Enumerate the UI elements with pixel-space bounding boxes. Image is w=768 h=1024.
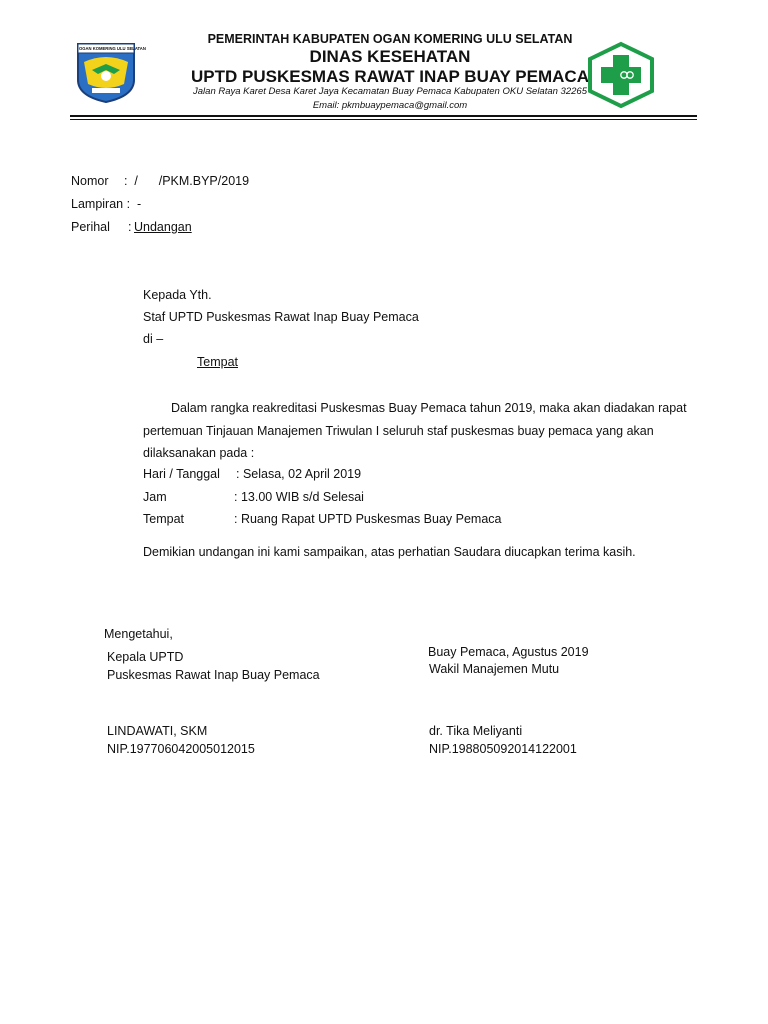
logo-caption: OGAN KOMERING ULU SELATAN — [79, 46, 146, 51]
government-heading: PEMERINTAH KABUPATEN OGAN KOMERING ULU SELATAN — [207, 32, 573, 46]
address-line: Jalan Raya Karet Desa Karet Jaya Kecamatan Buay Pemaca Kabupaten OKU Selatan 32265 — [193, 86, 587, 97]
sig-right-nip: NIP.198805092014122001 — [429, 742, 577, 756]
recipient-salutation: Kepada Yth. — [143, 288, 212, 302]
perihal-colon: : — [128, 220, 132, 234]
recipient-place: Tempat — [197, 355, 238, 369]
sig-right-title: Wakil Manajemen Mutu — [429, 662, 560, 676]
regency-logo — [72, 40, 146, 104]
nomor-value: : / /PKM.BYP/2019 — [124, 174, 250, 188]
lampiran-label: Lampiran : — [71, 197, 131, 211]
sig-left-heading: Mengetahui, — [104, 627, 173, 641]
lampiran-value: - — [137, 197, 142, 211]
detail-label-time: Jam — [143, 490, 167, 504]
recipient-name: Staf UPTD Puskesmas Rawat Inap Buay Pemaca — [143, 310, 419, 324]
sig-left-nip: NIP.197706042005012015 — [107, 742, 255, 756]
perihal-value: Undangan — [134, 220, 192, 234]
detail-label-place: Tempat — [143, 512, 184, 526]
closing-sentence: Demikian undangan ini kami sampaikan, atas perhatian Saudara diucapkan terima kasih. — [143, 545, 636, 559]
detail-value-place: : Ruang Rapat UPTD Puskesmas Buay Pemaca — [234, 512, 502, 526]
puskesmas-logo-icon — [586, 42, 656, 108]
office-heading: UPTD PUSKESMAS RAWAT INAP BUAY PEMACA — [191, 67, 589, 86]
department-heading: DINAS KESEHATAN — [309, 47, 471, 66]
detail-value-time: : 13.00 WIB s/d Selesai — [234, 490, 364, 504]
sig-left-title2: Puskesmas Rawat Inap Buay Pemaca — [107, 668, 320, 682]
recipient-di: di – — [143, 332, 164, 346]
perihal-label: Perihal — [71, 220, 110, 234]
nomor-label: Nomor — [71, 174, 109, 188]
sig-right-place-date: Buay Pemaca, Agustus 2019 — [428, 645, 589, 659]
detail-label-date: Hari / Tanggal — [143, 467, 220, 481]
header-rule-thin — [70, 119, 697, 120]
sig-right-name: dr. Tika Meliyanti — [429, 724, 523, 738]
detail-value-date: : Selasa, 02 April 2019 — [236, 467, 362, 481]
body-paragraph: Dalam rangka reakreditasi Puskesmas Buay Pemaca tahun 2019, maka akan diadakan rapat pertemuan Tinjauan Manajemen Triwulan I seluruh staf puskesmas buay pemaca yang akan dilaksanakan pada : — [143, 401, 687, 460]
header-rule-thick — [70, 115, 697, 117]
email-line: Email: pkmbuaypemaca@gmail.com — [312, 100, 468, 111]
sig-left-name: LINDAWATI, SKM — [107, 724, 208, 738]
sig-left-title1: Kepala UPTD — [107, 650, 184, 664]
